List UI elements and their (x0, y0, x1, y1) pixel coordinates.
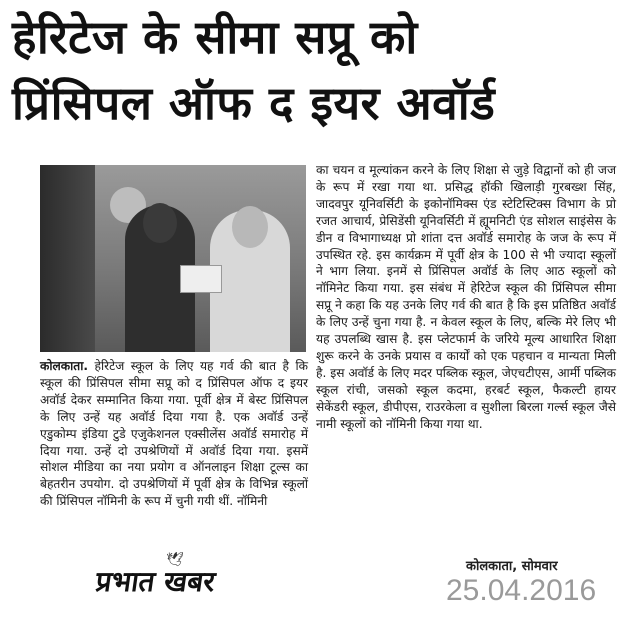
article-dateline: कोलकाता. (40, 359, 89, 373)
photo-person-presenter-head (232, 206, 268, 248)
headline-line-1: हेरिटेज के सीमा सप्रू को (12, 10, 418, 64)
masthead-bird-icon: 🕊 (166, 552, 184, 568)
photo-person-presenter (210, 210, 290, 352)
article-right-text: का चयन व मूल्यांकन करने के लिए शिक्षा से जुड़े विद्वानों को ही जज के रूप में रखा गया था. प्रसिद्ध हॉकी खिलाड़ी गुरबख्श सिंह, जादवपुर यूनिवर्सिटी के इकोनॉमिक्स एंड स्टेटिस्टिक्स विभाग के प्रो रजत आचार्य, प्रेसिडेंसी यूनिवर्सिटी में ह्यूमनिटी एंड सोशल साइंसेस के डीन व विभागाध्यक्ष प्रो शांता दत्त अवॉर्ड समारोह के जज के रूप में उपस्थित रहे. इस कार्यक्रम में पूर्वी क्षेत्र के 100 से भी ज्यादा स्कूलों ने भाग लिया. इनमें से प्रिंसिपल अवॉर्ड के लिए आठ स्कूलों को नॉमिनेट किया गया. इस संबंध में हेरिटेज स्कूल की प्रिंसिपल सीमा सप्रू ने कहा कि यह उनके लिए गर्व की बात है कि इस प्रतिष्ठित अवॉर्ड के लिए उन्हें चुना गया है. न केवल स्कूल के लिए, बल्कि मेरे लिए भी यह उपलब्धि खास है. इस प्लेटफार्म के जरिये मूल्य आधारित शिक्षा शुरू करने के उनके प्रयास व कार्यों को एक पहचान व मान्यता मिली है. इस अवॉर्ड के लिए मदर पब्लिक स्कूल, जेएचटीएस, आर्मी पब्लिक स्कूल रांची, जसको स्कूल कदमा, हरबर्ट स्कूल, फैकल्टी हायर सेकेंडरी स्कूल, डीपीएस, राउरकेला व सुशीला बिरला गर्ल्स स्कूल जैसे नामी स्कूलों को नॉमिनी किया गया था. (316, 163, 617, 431)
publication-date: 25.04.2016 (446, 574, 597, 607)
headline (12, 4, 616, 136)
photo-award-icon (180, 265, 222, 293)
article-left-text: हेरिटेज स्कूल के लिए यह गर्व की बात है कि स्कूल की प्रिंसिपल सीमा सप्रू को द प्रिंसिपल ऑफ द इयर अवॉर्ड देकर सम्मानित किया गया. पूर्वी क्षेत्र में बेस्ट प्रिंसिपल के लिए उन्हें यह अवॉर्ड दिया गया है. एक अवॉर्ड उन्हें एडुकोम्प इंडिया टुडे एजुकेशनल एक्सीलेंस अवॉर्ड समारोह में दिया गया. उन्हें दो उपश्रेणियों में अवॉर्ड दिया गया. इसमें सोशल मीडिया का नया प्रयोग व ऑनलाइन शिक्षा टूल्स का बेहतरीन उपयोग. दो उपश्रेणियों में पूर्वी क्षेत्र के विभिन्न स्कूलों की प्रिंसिपल नॉमिनी के रूप में चुनी गयी थीं. नॉमिनी (40, 359, 308, 509)
award-photo (40, 165, 306, 352)
newspaper-masthead (93, 552, 266, 604)
masthead-name: प्रभात खबर (93, 565, 218, 598)
article-left-column (40, 358, 308, 510)
headline-line-2: प्रिंसिपल ऑफ द इयर अवॉर्ड (12, 76, 496, 130)
place-day: कोलकाता, सोमवार (466, 559, 558, 574)
photo-banner (40, 165, 95, 352)
photo-person-principal-head (143, 203, 177, 243)
article-right-column (316, 162, 616, 433)
